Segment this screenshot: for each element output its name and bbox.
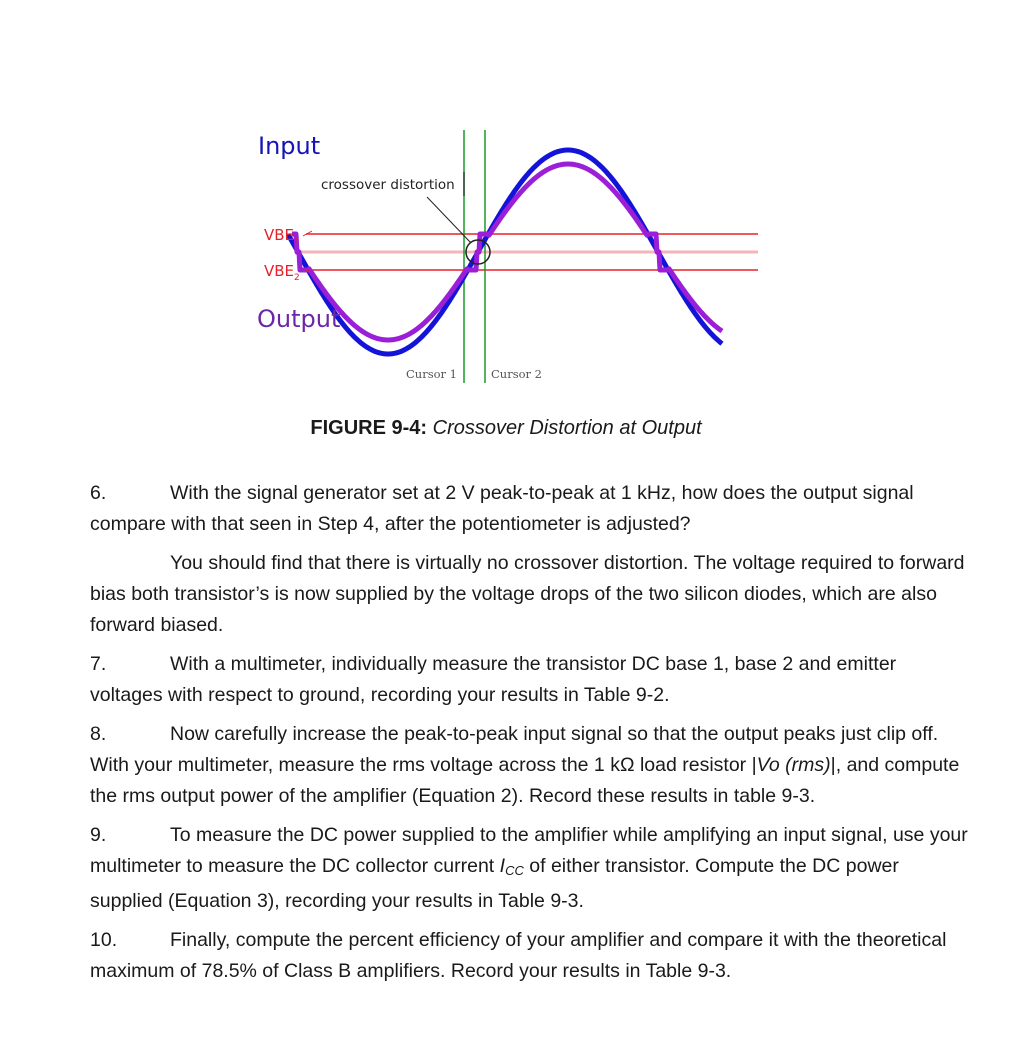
procedure-steps xyxy=(90,478,970,995)
step-number: 7. xyxy=(90,653,107,675)
vbe2-label: $VBE_2$ xyxy=(264,262,300,283)
step-text-b: |, and compute the rms output power of the amplifier (Equation 2). Record these results in table 9-3. xyxy=(90,754,960,807)
step-text: Finally, compute the percent efficiency of your amplifier and compare it with the theoretical maximum of 78.5% of Class B amplifiers. Record your results in Table 9-3. xyxy=(90,929,947,982)
vo-rms-symbol: Vo (rms) xyxy=(756,754,831,776)
step-8 xyxy=(90,719,970,812)
crossover-distortion-figure xyxy=(0,0,1012,400)
cursor-2-label: Cursor 2 xyxy=(491,367,542,381)
caption-label: FIGURE 9-4: xyxy=(310,417,428,439)
step-text: With a multimeter, individually measure the transistor DC base 1, base 2 and emitter voltages with respect to ground, recording your results in Table 9-2. xyxy=(90,653,897,706)
step-text-a: Now carefully increase the peak-to-peak input signal so that the output peaks just clip off. With your multimeter, measure the rms voltage across the 1 kΩ load resistor | xyxy=(90,723,939,776)
step-6 xyxy=(90,478,970,540)
step-10 xyxy=(90,925,970,987)
step-6-answer xyxy=(90,548,970,641)
step-9 xyxy=(90,820,970,917)
step-number: 9. xyxy=(90,824,107,846)
step-number: 8. xyxy=(90,723,107,745)
input-label: Input xyxy=(258,132,321,160)
step-text-b: of either transistor. Compute the DC power supplied (Equation 3), recording your results in Table 9-3. xyxy=(90,855,899,912)
icc-subscript: CC xyxy=(505,863,524,878)
step-text: With the signal generator set at 2 V peak-to-peak at 1 kHz, how does the output signal compare with that seen in Step 4, after the potentiometer is adjusted? xyxy=(90,482,914,535)
answer-text: You should find that there is virtually no crossover distortion. The voltage required to forward bias both transistor’s is now supplied by the voltage drops of the two silicon diodes, which are also forward biased. xyxy=(90,552,965,636)
output-label: Output xyxy=(257,305,341,333)
icc-symbol: I xyxy=(499,855,506,877)
caption-text: Crossover Distortion at Output xyxy=(432,417,702,439)
vbe1-label: $VBE_1$ xyxy=(264,226,300,247)
step-number: 6. xyxy=(90,482,107,504)
step-text-a: To measure the DC power supplied to the amplifier while amplifying an input signal, use your multimeter to measure the DC collector current xyxy=(90,824,968,877)
step-number: 10. xyxy=(90,929,118,951)
crossover-label: crossover distortion xyxy=(321,177,455,193)
cursor-1-label: Cursor 1 xyxy=(406,367,457,381)
figure-caption xyxy=(0,417,1012,440)
step-7 xyxy=(90,649,970,711)
